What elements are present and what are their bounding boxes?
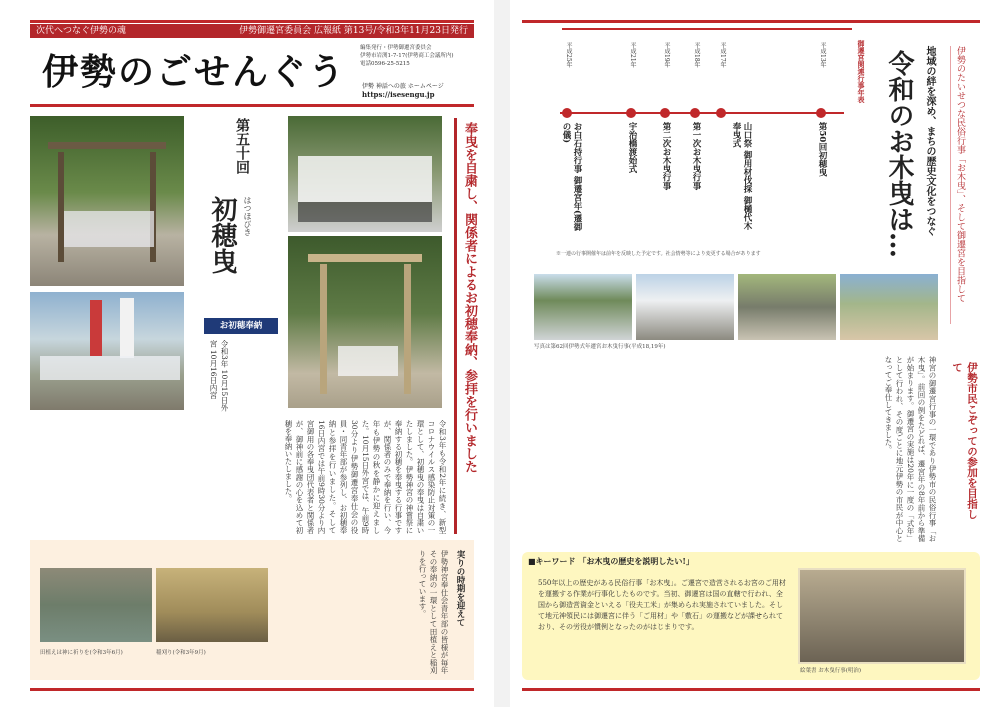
feature-side-text: 伊勢のたいせつな民俗行事「お木曳」、そして御遷宮を目指して	[955, 46, 965, 303]
okihiki-photo-2	[636, 274, 734, 340]
headline: 奉曳を自粛し、関係者によるお初穂奉納、参拝を行いました	[462, 122, 477, 473]
timeline-event: 第一次お木曳行事	[691, 122, 701, 190]
keyword-label: ■キーワード	[528, 556, 576, 566]
section-heading: 伊勢市民こぞっての参加を目指して	[951, 362, 978, 520]
homepage-url: https://isesengu.jp	[362, 90, 435, 99]
timeline-year: 平成21年	[629, 42, 636, 68]
keyword-title: 「お木曳の歴史を説明したい!」	[578, 556, 694, 566]
planting-caption: 田植えは神に祈りを(令和3年6月)	[40, 650, 123, 656]
procession-photo-1	[30, 116, 184, 286]
procession-photo-2	[30, 292, 184, 410]
timeline-year: 平成19年	[663, 42, 670, 68]
historic-postcard	[798, 568, 966, 664]
masthead-rule	[30, 104, 474, 107]
article-body: 令和3年も令和2年に続き、新型コロナウイルス感染防止対策の一環として、初穂曳の奉曳は自粛いたしました。伊勢神宮の神嘗祭に奉納する初穂を奉曳する行事ですが、関係者のみで奉納を行い、今年も伊勢の秋を静かに迎えました。10月15日外宮では、午前9時30分より伊勢御遷宮奉仕会の役員・同青年部が参列し、お初穂奉納と参拝を行いました。そして16日内宮では午前9時30分より内宮御用の各奉曳団代表者と関係者が、御神前に感謝の心を込めて初穂を奉納いたしました。	[284, 420, 447, 534]
keyword-body: 550年以上の歴史がある民俗行事「お木曳」。ご遷宮で造営されるお宮のご用材を運搬する作業が行事化したものです。当初、御遷宮は国の直轄で行われ、全国から御造営資金といえる「役夫工米」が集められ実施されていました。そして地元神領民には御遷宮に伴う「ご用材」や「敷石」の運搬などが課せられており、その労役が慣例となったのがはじまりです。	[538, 579, 786, 631]
timeline-dot	[690, 108, 700, 118]
photo-strip-caption: 写真は第62回伊勢式年遷宮お木曳行事(平成18,19年)	[534, 344, 666, 350]
feature-body: 神宮の御遷宮行事の一環であり伊勢市の民俗行事「お木曳」。前回の例をたどれば、遷宮年の8年前から準備が始まります。御遷宮の実施は20年に一度の「式年」として行われ、その度ごとに地元伊勢の市民が中心となってご奉仕してきました。	[884, 356, 937, 542]
article-title: 初穂曳	[207, 196, 237, 274]
feature-lead: 地域の絆を深め、まちの歴史文化をつなぐ	[924, 46, 935, 236]
newsletter-logo: 伊勢のごせんぐう	[42, 51, 347, 93]
publisher-info	[360, 44, 476, 68]
torii-icon	[30, 116, 184, 286]
publisher-line: 編集発行・伊勢御遷宮委員会	[360, 45, 432, 51]
timeline-axis	[560, 112, 844, 114]
bottom-rule	[522, 688, 980, 691]
masthead-tagline: 次代へつなぐ伊勢の魂	[36, 26, 127, 36]
date-geku: 10月15日外宮	[209, 340, 229, 412]
crowd-icon	[288, 116, 442, 232]
date-year: 令和3年	[220, 340, 229, 368]
timeline-dot	[626, 108, 636, 118]
keyword-heading	[528, 556, 778, 567]
timeline-event: 山口祭 御用材伐採 御樋代木奉曳式	[731, 122, 752, 230]
postcard-caption: 絵葉書 お木曳行事(明治)	[800, 668, 862, 674]
harvest-box	[30, 540, 474, 680]
bottom-rule	[30, 688, 474, 691]
timeline-dot	[660, 108, 670, 118]
timeline-event: お白石持行事 御遷宮年(遷御の儀)	[561, 122, 582, 231]
headline-column	[454, 118, 480, 534]
banner-icon	[30, 292, 184, 410]
left-page	[8, 0, 492, 707]
timeline-event: 宇治橋渡始式	[627, 122, 637, 173]
timeline-event: 第50回初穂曳	[817, 122, 827, 177]
rice-harvest-photo	[156, 568, 268, 642]
shrine-gate-photo	[288, 236, 442, 408]
article-number: 第五十回	[234, 118, 250, 174]
timeline-title: 御遷宮関連行事年表	[857, 40, 866, 103]
section-label: お初穂奉納	[204, 318, 278, 334]
timeline-year: 平成18年	[693, 42, 700, 68]
section-heading-column	[950, 362, 978, 522]
timeline-note: ※一連の行事開催年は前年を反映した予定です。社会情勢等により変更する場合があります	[556, 251, 761, 257]
okihiki-photo-1	[534, 274, 632, 340]
torii-icon	[288, 236, 442, 408]
publisher-line: 電話0596-25-5215	[360, 61, 410, 67]
date-naiku: 10月16日内宮	[209, 349, 218, 399]
masthead-issue: 伊勢御遷宮委員会 広報紙 第13号/令和3年11月23日発行	[239, 26, 468, 36]
harvest-heading: 実りの時期を迎えて	[455, 550, 465, 627]
homepage-link[interactable]	[362, 83, 444, 99]
harvest-body: 伊勢神宮奉仕会青年部の皆様が毎年その奉納の一環として田植えと稲刈りを行っています。	[418, 550, 449, 674]
publisher-line: 伊勢市岩渕1-7-17(伊勢商工会議所内)	[360, 53, 454, 59]
okihiki-photo-4	[840, 274, 938, 340]
right-page	[512, 0, 996, 707]
timeline-year: 平成13年	[819, 42, 826, 68]
rice-planting-photo	[40, 568, 152, 642]
feature-title: 令和のお木曳は…	[884, 50, 914, 258]
top-rule	[522, 20, 980, 23]
timeline-event: 第二次お木曳行事	[661, 122, 671, 190]
okihiki-photo-3	[738, 274, 836, 340]
masthead-bar	[30, 24, 474, 38]
timeline-dot	[716, 108, 726, 118]
homepage-label: 伊勢 神話への旅 ホームページ	[362, 83, 444, 90]
harvest-caption: 稲刈り(令和3年9月)	[156, 650, 206, 656]
event-dates	[208, 340, 230, 416]
page-gutter	[494, 0, 510, 707]
timeline-dot	[816, 108, 826, 118]
procession-photo-3	[288, 116, 442, 232]
title-ruby: はつほびき	[243, 196, 252, 236]
timeline-top-rule	[562, 28, 852, 30]
top-rule	[30, 20, 474, 23]
feature-side	[950, 46, 974, 324]
timeline-year: 平成17年	[719, 42, 726, 68]
timeline-dot	[562, 108, 572, 118]
timeline-year: 平成25年	[565, 42, 572, 68]
